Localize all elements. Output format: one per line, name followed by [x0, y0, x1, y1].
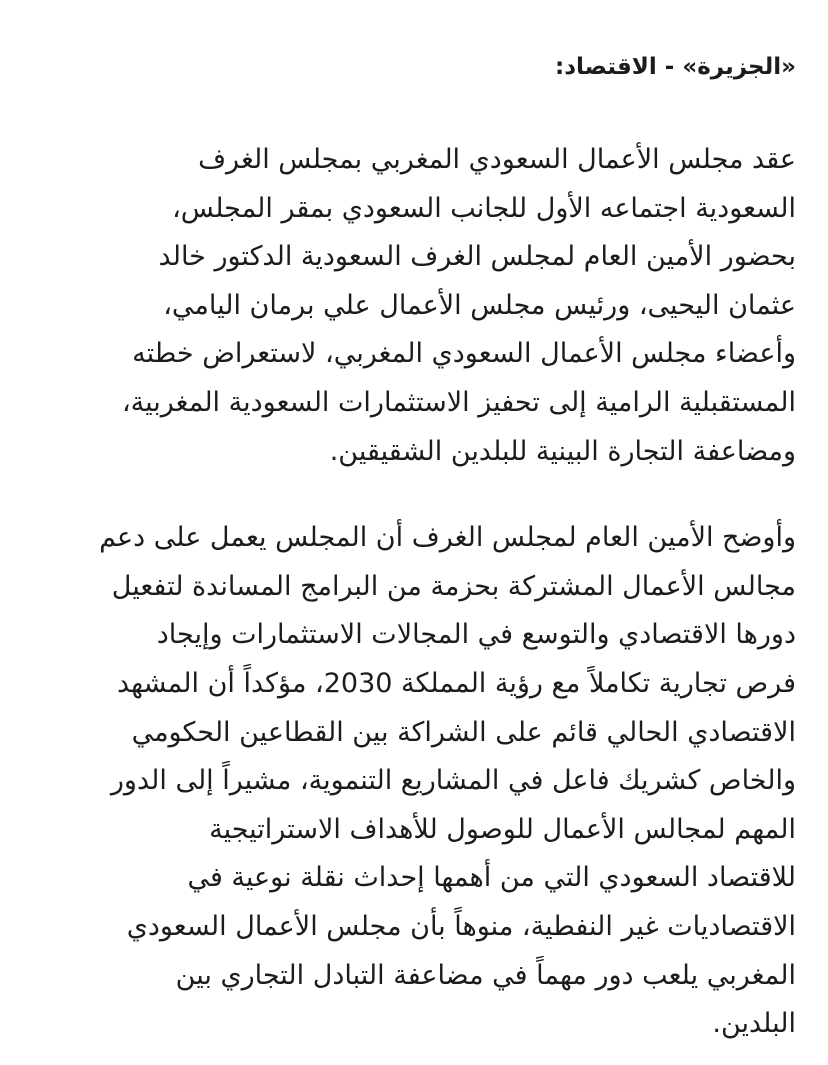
paragraph-line: وأعضاء مجلس الأعمال السعودي المغربي، لاستعراض خطته [132, 338, 796, 370]
paragraph-line: والخاص كشريك فاعل في المشاريع التنموية، مشيراً إلى الدور [110, 765, 796, 797]
paragraph-line: الاقتصادي الحالي قائم على الشراكة بين القطاعين الحكومي [131, 716, 796, 748]
paragraph-line: دورها الاقتصادي والتوسع في المجالات الاستثمارات وإيجاد [156, 619, 796, 651]
source-line: «الجزيرة» - الاقتصاد: [555, 54, 796, 80]
paragraph-line: السعودية اجتماعه الأول للجانب السعودي بمقر المجلس، [172, 192, 796, 224]
paragraph-line: المستقبلية الرامية إلى تحفيز الاستثمارات السعودية المغربية، [121, 386, 796, 418]
paragraph-line: الاقتصاديات غير النفطية، منوهاً بأن مجلس الأعمال السعودي [126, 910, 796, 942]
paragraph-line: البلدين. [712, 1008, 796, 1040]
article-body [30, 42, 796, 1049]
paragraph-line: المهم لمجالس الأعمال للوصول للأهداف الاستراتيجية [209, 813, 796, 845]
paragraph-line: فرص تجارية تكاملاً مع رؤية المملكة 2030، مؤكداً أن المشهد [116, 667, 796, 699]
paragraph-line: مجالس الأعمال المشتركة بحزمة من البرامج المساندة لتفعيل [111, 570, 796, 602]
paragraph-line: بحضور الأمين العام لمجلس الغرف السعودية الدكتور خالد [158, 241, 796, 273]
paragraph-line: وأوضح الأمين العام لمجلس الغرف أن المجلس يعمل على دعم [99, 522, 796, 554]
paragraph-line: ومضاعفة التجارة البينية للبلدين الشقيقين. [329, 435, 796, 467]
paragraph-line: عقد مجلس الأعمال السعودي المغربي بمجلس الغرف [198, 144, 796, 175]
paragraph-line: عثمان اليحيى، ورئيس مجلس الأعمال علي برمان اليامي، [163, 289, 796, 321]
paragraph-line: للاقتصاد السعودي التي من أهمها إحداث نقلة نوعية في [187, 862, 796, 894]
paragraph-1 [30, 136, 796, 476]
paragraph-line: المغربي يلعب دور مهماً في مضاعفة التبادل التجاري بين [175, 959, 796, 991]
paragraph-2 [30, 514, 796, 1049]
